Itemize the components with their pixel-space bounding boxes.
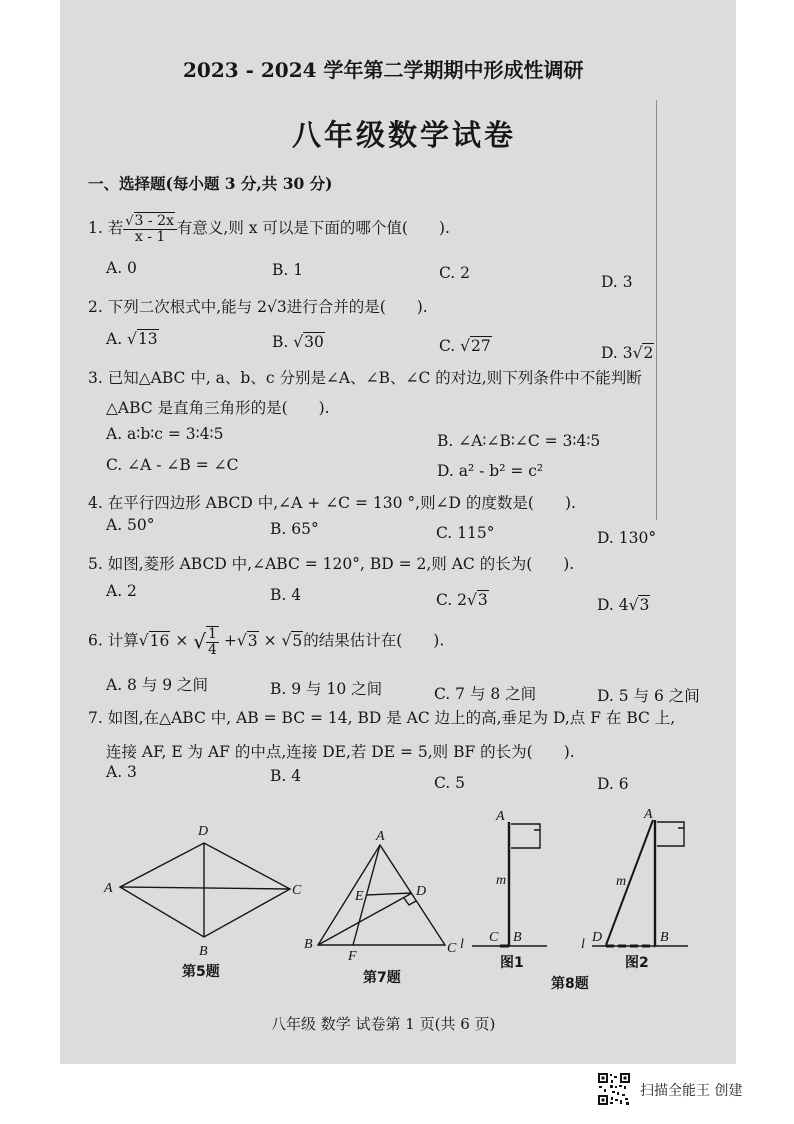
question-5-stem: 5. 如图,菱形 ABCD 中,∠ABC = 120°, BD = 2,则 AC 的长为( ). bbox=[88, 555, 575, 573]
page-footer: 八年级 数学 试卷第 1 页(共 6 页) bbox=[271, 1015, 496, 1033]
question-number: 5. bbox=[88, 555, 103, 573]
fig8b-label-m: m bbox=[616, 874, 627, 889]
question-3-stem-line2: △ABC 是直角三角形的是( ). bbox=[106, 399, 330, 417]
fraction: $\frac{1}{4}$ bbox=[208, 626, 217, 658]
diagonal-ac bbox=[120, 887, 290, 889]
fraction: $\frac{√3 - 2x}{x - 1}$ bbox=[123, 214, 177, 244]
rope-ad bbox=[606, 820, 653, 945]
q7-option-c: C. 5 bbox=[434, 774, 466, 792]
q1-option-d: D. 3 bbox=[601, 273, 633, 291]
fig8a-label-m: m bbox=[496, 873, 507, 888]
qr-code-icon bbox=[597, 1072, 631, 1106]
fig5-label-d: D bbox=[198, 824, 209, 839]
figure-5-caption: 第5题 bbox=[182, 964, 220, 980]
question-1-stem: 1. 若 $\frac{√3 - 2x}{x - 1}$ 有意义,则 x 可以是下面的哪个值( ). bbox=[88, 213, 450, 245]
q2-option-d: D. 3√2 bbox=[601, 344, 654, 362]
q6-option-a: A. 8 与 9 之间 bbox=[106, 676, 209, 694]
exam-term-title: 2023 - 2024 学年第二学期期中形成性调研 bbox=[183, 58, 584, 82]
fig8a-label-l: l bbox=[460, 937, 464, 952]
figure-5-rhombus bbox=[120, 843, 290, 937]
flag-icon bbox=[511, 824, 540, 848]
fig8b-label-l: l bbox=[581, 937, 585, 952]
scanner-brand-label: 扫描全能王 创建 bbox=[640, 1083, 743, 1099]
fig7-label-e: E bbox=[355, 889, 364, 904]
fig5-label-b: B bbox=[199, 944, 208, 959]
q5-option-b: B. 4 bbox=[270, 586, 302, 604]
question-6-stem: 6. 计算√16 × √ $\frac{1}{4}$ +√3 × √5的结果估计在( ). bbox=[88, 626, 445, 658]
question-number: 1. bbox=[88, 219, 103, 238]
fig7-label-c: C bbox=[447, 941, 457, 956]
q4-option-c: C. 115° bbox=[436, 524, 495, 542]
fig8b-label-a: A bbox=[644, 807, 653, 822]
q5-option-d: D. 4√3 bbox=[597, 596, 650, 614]
figure-8-diagram-1 bbox=[472, 822, 547, 946]
q4-option-d: D. 130° bbox=[597, 529, 657, 547]
question-number: 7. bbox=[88, 709, 103, 727]
figure-8-caption: 第8题 bbox=[551, 976, 589, 992]
fig5-label-c: C bbox=[292, 883, 302, 898]
question-number: 2. bbox=[88, 298, 103, 316]
exam-subject-title: 八年级数学试卷 bbox=[292, 118, 517, 152]
fig8a-label-a: A bbox=[496, 809, 505, 824]
question-number: 4. bbox=[88, 494, 103, 512]
fig7-label-d: D bbox=[416, 884, 427, 899]
q6-option-d: D. 5 与 6 之间 bbox=[597, 687, 700, 705]
fig7-label-a: A bbox=[376, 829, 385, 844]
q2-option-b: B. √30 bbox=[272, 333, 324, 351]
q4-option-a: A. 50° bbox=[106, 516, 155, 534]
q5-option-a: A. 2 bbox=[106, 582, 137, 600]
q3-option-b: B. ∠A∶∠B∶∠C = 3∶4∶5 bbox=[437, 432, 601, 450]
q7-option-a: A. 3 bbox=[106, 763, 137, 781]
figure-8-sub2-caption: 图2 bbox=[625, 955, 649, 971]
q7-option-b: B. 4 bbox=[270, 767, 302, 785]
question-3-stem-line1: 3. 已知△ABC 中, a、b、c 分别是∠A、∠B、∠C 的对边,则下列条件中不能判断 bbox=[88, 369, 642, 387]
figure-7-caption: 第7题 bbox=[363, 970, 401, 986]
question-7-stem-line2: 连接 AF, E 为 AF 的中点,连接 DE,若 DE = 5,则 BF 的长为( ). bbox=[106, 743, 575, 761]
q1-option-c: C. 2 bbox=[439, 264, 471, 282]
fig8b-label-d: D bbox=[592, 930, 603, 945]
section-heading: 一、选择题(每小题 3 分,共 30 分) bbox=[88, 174, 333, 193]
fig5-label-a: A bbox=[104, 881, 113, 896]
segment-de bbox=[366, 893, 412, 895]
q3-option-a: A. a∶b∶c = 3∶4∶5 bbox=[106, 425, 224, 443]
fig8a-label-b: B bbox=[513, 930, 522, 945]
q1-option-a: A. 0 bbox=[106, 259, 137, 277]
flag-icon bbox=[657, 822, 684, 846]
q3-option-d: D. a² - b² = c² bbox=[437, 462, 544, 480]
question-2-stem: 2. 下列二次根式中,能与 2√3进行合并的是( ). bbox=[88, 298, 428, 316]
q1-option-b: B. 1 bbox=[272, 261, 304, 279]
rhombus-shape bbox=[120, 843, 290, 937]
figure-8-diagram-2 bbox=[592, 820, 688, 946]
question-number: 6. bbox=[88, 631, 103, 650]
q5-option-c: C. 2√3 bbox=[436, 591, 488, 609]
figure-8-sub1-caption: 图1 bbox=[500, 955, 524, 971]
fig8b-label-b: B bbox=[660, 930, 669, 945]
question-number: 3. bbox=[88, 369, 103, 387]
q2-option-a: A. √13 bbox=[106, 330, 158, 348]
question-7-stem-line1: 7. 如图,在△ABC 中, AB = BC = 14, BD 是 AC 边上的高,垂足为 D,点 F 在 BC 上, bbox=[88, 709, 676, 727]
q2-option-c: C. √27 bbox=[439, 337, 491, 355]
fig7-label-b: B bbox=[304, 937, 313, 952]
q3-option-c: C. ∠A - ∠B = ∠C bbox=[106, 456, 239, 474]
q7-option-d: D. 6 bbox=[597, 775, 629, 793]
q4-option-b: B. 65° bbox=[270, 520, 319, 538]
fig7-label-f: F bbox=[348, 949, 357, 964]
q6-option-b: B. 9 与 10 之间 bbox=[270, 680, 383, 698]
q6-option-c: C. 7 与 8 之间 bbox=[434, 685, 537, 703]
question-4-stem: 4. 在平行四边形 ABCD 中,∠A + ∠C = 130 °,则∠D 的度数是( ). bbox=[88, 494, 576, 512]
fig8a-label-c: C bbox=[489, 930, 499, 945]
right-angle-mark bbox=[404, 898, 416, 905]
